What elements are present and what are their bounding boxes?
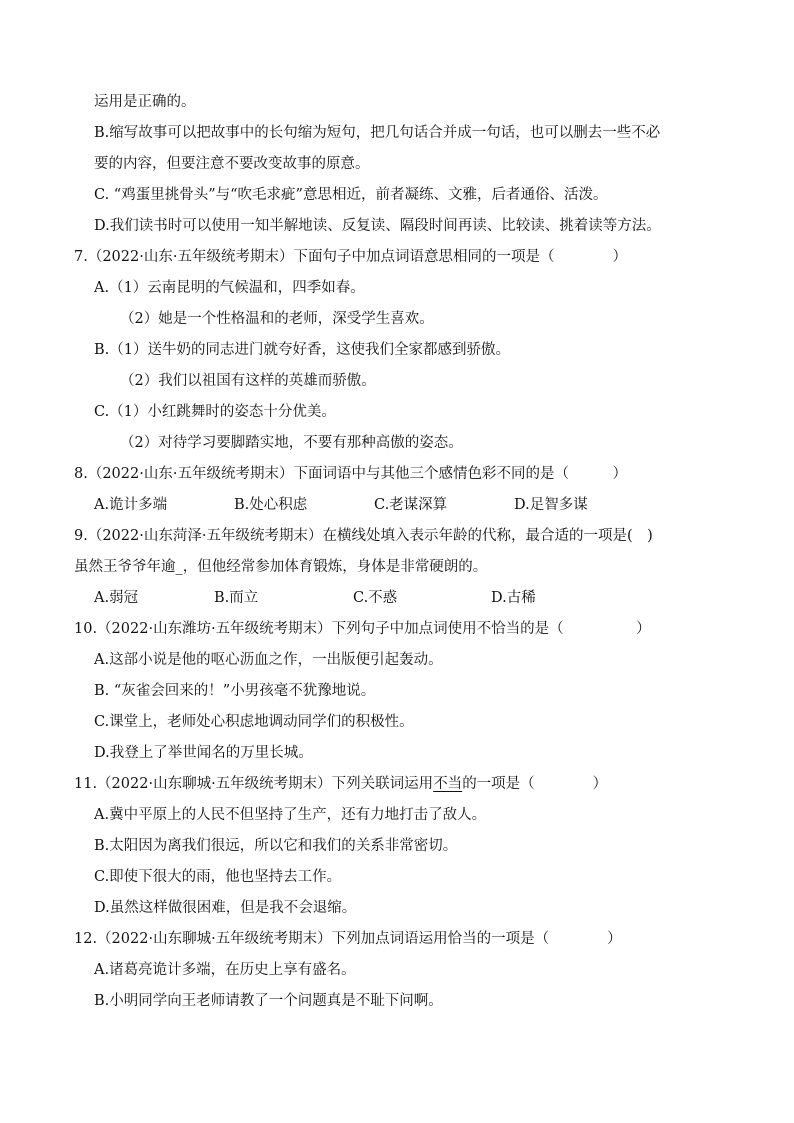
question-11-stem	[74, 774, 607, 794]
q8-option-a: A.诡计多端	[94, 497, 168, 513]
text-line: 运用是正确的。	[94, 94, 196, 110]
q8-option-d: D.足智多谋	[514, 497, 588, 513]
q9-option-c: C.不惑	[353, 590, 398, 606]
q11-stem-pre: 11.（2022·山东聊城·五年级统考期末）下列关联词运用	[74, 776, 434, 792]
q11-stem-post: 的一项是（ ）	[462, 776, 608, 792]
q8-option-c: C.老谋深算	[374, 497, 448, 513]
q10-option-d: D.我登上了举世闻名的万里长城。	[94, 745, 313, 761]
text-line: 要的内容，但要注意不要改变故事的原意。	[94, 156, 370, 172]
q11-stem-underlined: 不当	[433, 776, 463, 792]
q10-option-a: A.这部小说是他的呕心沥血之作，一出版便引起轰动。	[94, 652, 443, 668]
question-9-stem: 9.（2022·山东菏泽·五年级统考期末）在横线处填入表示年龄的代称，最合适的一项是( )	[74, 528, 653, 544]
q11-option-a: A.冀中平原上的人民不但坚持了生产，还有力地打击了敌人。	[94, 807, 487, 823]
q11-option-c: C.即使下很大的雨，他也坚持去工作。	[94, 869, 342, 885]
q7-option-a-1: A.（1）云南昆明的气候温和，四季如春。	[94, 280, 365, 296]
q12-option-a: A.诸葛亮诡计多端，在历史上享有盛名。	[94, 962, 356, 978]
q11-option-d: D.虽然这样做很困难，但是我不会退缩。	[94, 900, 357, 916]
q9-option-a: A.弱冠	[94, 590, 139, 606]
question-10-stem: 10.（2022·山东潍坊·五年级统考期末）下列句子中加点词使用不恰当的是（ ）	[74, 621, 651, 637]
q7-option-b-2: （2）我们以祖国有这样的英雄而骄傲。	[120, 373, 376, 389]
q8-option-b: B.处心积虑	[234, 497, 308, 513]
q8-options	[94, 495, 588, 515]
q10-option-b: B. “灰雀会回来的！”小男孩毫不犹豫地说。	[94, 683, 376, 699]
q10-option-c: C.课堂上，老师处心积虑地调动同学们的积极性。	[94, 714, 414, 730]
q7-option-a-2: （2）她是一个性格温和的老师，深受学生喜欢。	[120, 311, 434, 327]
q12-option-b: B.小明同学向王老师请教了一个问题真是不耻下问啊。	[94, 993, 443, 1009]
q7-option-c-1: C.（1）小红跳舞时的姿态十分优美。	[94, 404, 336, 420]
q11-option-b: B.太阳因为离我们很远，所以它和我们的关系非常密切。	[94, 838, 458, 854]
q9-sentence: 虽然王爷爷年逾_，但他经常参加体育锻炼，身体是非常硬朗的。	[74, 559, 488, 575]
q7-option-c-2: （2）对待学习要脚踏实地，不要有那种高傲的姿态。	[120, 435, 463, 451]
question-12-stem: 12.（2022·山东聊城·五年级统考期末）下列加点词语运用恰当的一项是（ ）	[74, 931, 622, 947]
q9-option-d: D.古稀	[491, 590, 536, 606]
q9-options	[94, 588, 536, 608]
text-line: D.我们读书时可以使用一知半解地读、反复读、隔段时间再读、比较读、挑着读等方法。	[94, 218, 661, 234]
text-line: B.缩写故事可以把故事中的长句缩为短句，把几句话合并成一句话，也可以删去一些不必	[94, 125, 661, 141]
text-line: C. “鸡蛋里挑骨头”与“吹毛求疵”意思相近，前者凝练、文雅，后者通俗、活泼。	[94, 187, 608, 203]
question-7-stem: 7.（2022·山东·五年级统考期末）下面句子中加点词语意思相同的一项是（ ）	[74, 249, 627, 265]
q9-option-b: B.而立	[214, 590, 259, 606]
question-8-stem: 8.（2022·山东·五年级统考期末）下面词语中与其他三个感情色彩不同的是（ ）	[74, 466, 627, 482]
q7-option-b-1: B.（1）送牛奶的同志进门就夸好香，这使我们全家都感到骄傲。	[94, 342, 510, 358]
